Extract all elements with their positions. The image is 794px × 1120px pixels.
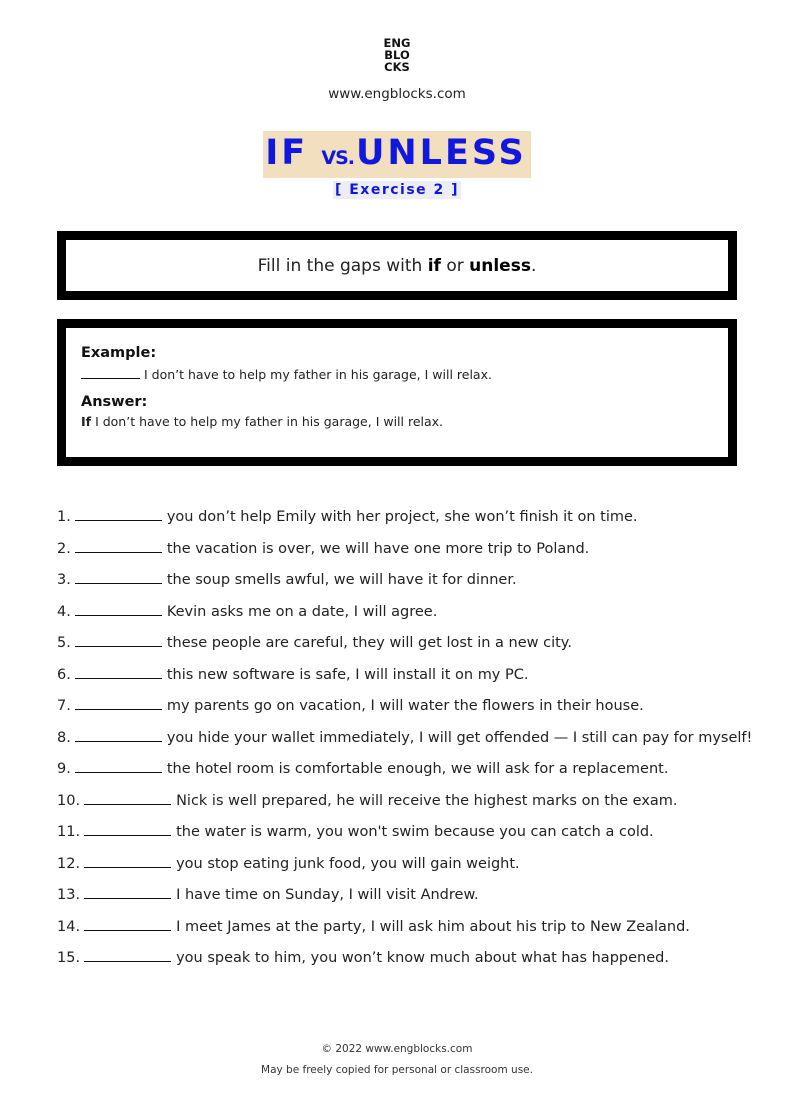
question-item bbox=[57, 598, 757, 630]
question-number: 14. bbox=[57, 918, 81, 935]
question-number: 1. bbox=[57, 509, 71, 525]
question-text: my parents go on vacation, I will water the flowers in their house. bbox=[166, 698, 644, 714]
question-number: 5. bbox=[57, 635, 71, 651]
question-item bbox=[57, 566, 757, 598]
title-unless: UNLESS bbox=[355, 133, 527, 173]
question-number: 12. bbox=[57, 855, 81, 872]
title-vs: VS. bbox=[321, 147, 354, 169]
logo-line-1: ENG bbox=[383, 36, 411, 50]
answer-blank[interactable] bbox=[75, 503, 162, 521]
instruction-text bbox=[258, 256, 537, 276]
question-number: 4. bbox=[57, 603, 71, 620]
answer-sentence: I don’t have to help my father in his garage, I will relax. bbox=[91, 414, 444, 429]
logo-line-3: CKS bbox=[384, 60, 410, 74]
exercise-subtitle: [ Exercise 2 ] bbox=[334, 182, 460, 198]
answer-blank[interactable] bbox=[75, 661, 162, 679]
answer-blank[interactable] bbox=[75, 629, 162, 647]
question-item bbox=[57, 692, 757, 724]
question-text: you don’t help Emily with her project, she won’t finish it on time. bbox=[166, 509, 638, 525]
question-item bbox=[57, 661, 757, 693]
question-text: these people are careful, they will get lost in a new city. bbox=[166, 635, 572, 651]
question-text: you speak to him, you won’t know much about what has happened. bbox=[176, 950, 669, 966]
logo-line-2: BLO bbox=[384, 48, 410, 62]
question-item bbox=[57, 881, 757, 913]
question-item bbox=[57, 913, 757, 945]
question-text: Kevin asks me on a date, I will agree. bbox=[166, 603, 438, 620]
instruction-middle: or bbox=[440, 255, 470, 276]
question-number: 8. bbox=[57, 729, 71, 746]
instruction-word-unless: unless bbox=[469, 255, 531, 276]
question-text: Nick is well prepared, he will receive the highest marks on the exam. bbox=[176, 792, 678, 809]
question-item bbox=[57, 724, 757, 756]
example-blank bbox=[81, 365, 140, 379]
answer-blank[interactable] bbox=[75, 755, 162, 773]
example-label: Example: bbox=[81, 345, 157, 361]
question-text: I meet James at the party, I will ask him about his trip to New Zealand. bbox=[176, 918, 690, 935]
example-sentence-line bbox=[81, 365, 728, 383]
answer-blank[interactable] bbox=[75, 692, 162, 710]
answer-blank[interactable] bbox=[84, 913, 171, 931]
question-list bbox=[57, 503, 757, 976]
question-item bbox=[57, 629, 757, 661]
footer-license: May be freely copied for personal or classroom use. bbox=[261, 1064, 533, 1076]
answer-word: If bbox=[81, 414, 92, 429]
question-number: 9. bbox=[57, 761, 71, 777]
instruction-word-if: if bbox=[427, 255, 441, 276]
question-number: 2. bbox=[57, 540, 71, 557]
question-number: 10. bbox=[57, 792, 81, 809]
question-item bbox=[57, 818, 757, 850]
question-text: I have time on Sunday, I will visit Andrew. bbox=[176, 887, 479, 903]
answer-blank[interactable] bbox=[84, 818, 171, 836]
question-text: the water is warm, you won't swim because you can catch a cold. bbox=[176, 824, 654, 840]
question-number: 13. bbox=[57, 887, 81, 903]
question-item bbox=[57, 535, 757, 567]
question-number: 15. bbox=[57, 950, 81, 966]
answer-blank[interactable] bbox=[84, 787, 171, 805]
question-number: 6. bbox=[57, 666, 71, 683]
engblocks-logo bbox=[0, 37, 794, 73]
footer-copyright: © 2022 www.engblocks.com bbox=[321, 1043, 473, 1055]
question-text: you stop eating junk food, you will gain weight. bbox=[176, 855, 520, 872]
answer-sentence-line bbox=[81, 414, 728, 430]
answer-blank[interactable] bbox=[75, 535, 162, 553]
question-item bbox=[57, 755, 757, 787]
title-if: IF bbox=[265, 133, 309, 173]
instruction-suffix: . bbox=[530, 255, 537, 276]
page-title bbox=[263, 131, 531, 178]
question-number: 11. bbox=[57, 824, 81, 840]
question-item bbox=[57, 503, 757, 535]
instruction-prefix: Fill in the gaps with bbox=[257, 255, 428, 276]
question-item bbox=[57, 850, 757, 882]
question-text: the vacation is over, we will have one more trip to Poland. bbox=[166, 540, 590, 557]
answer-blank[interactable] bbox=[75, 724, 162, 742]
answer-blank[interactable] bbox=[75, 598, 162, 616]
example-box bbox=[57, 319, 737, 466]
answer-label: Answer: bbox=[81, 394, 148, 410]
question-text: you hide your wallet immediately, I will get offended — I still can pay for myself! bbox=[166, 729, 753, 746]
title-wrapper bbox=[0, 131, 794, 178]
example-sentence: I don’t have to help my father in his garage, I will relax. bbox=[144, 367, 492, 382]
site-url[interactable]: www.engblocks.com bbox=[328, 86, 466, 102]
question-number: 7. bbox=[57, 698, 71, 714]
answer-blank[interactable] bbox=[84, 850, 171, 868]
question-text: the soup smells awful, we will have it for dinner. bbox=[166, 572, 517, 588]
question-item bbox=[57, 787, 757, 819]
question-number: 3. bbox=[57, 572, 71, 588]
question-text: the hotel room is comfortable enough, we will ask for a replacement. bbox=[166, 761, 669, 777]
instruction-box bbox=[57, 231, 737, 300]
question-item bbox=[57, 944, 757, 976]
answer-blank[interactable] bbox=[75, 566, 162, 584]
answer-blank[interactable] bbox=[84, 944, 171, 962]
question-text: this new software is safe, I will install it on my PC. bbox=[166, 666, 529, 683]
answer-blank[interactable] bbox=[84, 881, 171, 899]
subtitle-wrapper bbox=[0, 179, 794, 199]
